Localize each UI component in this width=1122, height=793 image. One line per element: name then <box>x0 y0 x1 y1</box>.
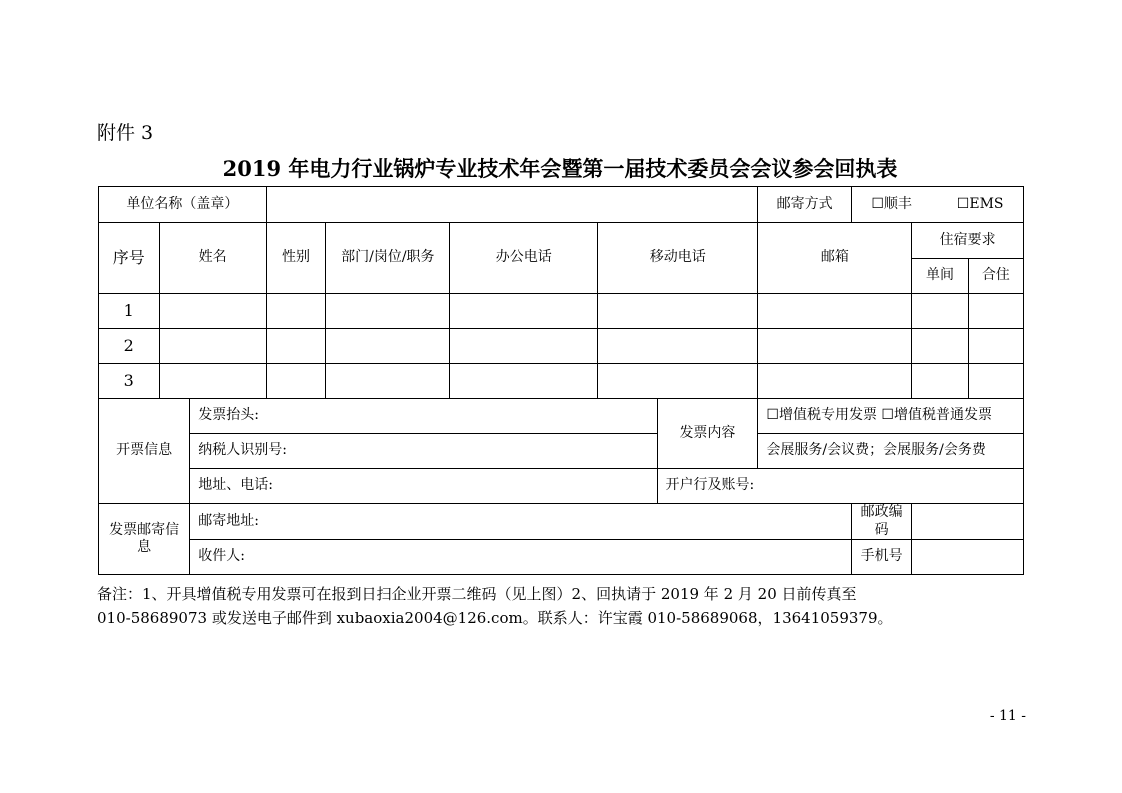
invoice-content-label: 发票内容 <box>657 399 758 469</box>
cell-dept[interactable] <box>326 364 450 399</box>
cell-email[interactable] <box>758 329 912 364</box>
invoice-row-2 <box>99 434 1024 469</box>
invoice-type-options[interactable]: ☐增值税专用发票 ☐增值税普通发票 <box>758 399 1024 434</box>
invoice-row-3 <box>99 469 1024 504</box>
cell-name[interactable] <box>159 364 266 399</box>
cell-single-room[interactable] <box>912 294 968 329</box>
invoice-row-1 <box>99 399 1024 434</box>
mailing-address-field[interactable]: 邮寄地址: <box>190 504 852 540</box>
mail-option-sf[interactable]: ☐顺丰 <box>871 195 912 212</box>
mail-method-label: 邮寄方式 <box>758 187 851 223</box>
mailing-row-1 <box>99 504 1024 540</box>
cell-gender[interactable] <box>266 364 325 399</box>
unit-label: 单位名称（盖章） <box>99 187 267 223</box>
cell-single-room[interactable] <box>912 364 968 399</box>
unit-input[interactable] <box>266 187 758 223</box>
header-row-1 <box>99 223 1024 259</box>
row-seq: 1 <box>99 294 160 329</box>
cell-office-phone[interactable] <box>450 329 598 364</box>
cell-dept[interactable] <box>326 294 450 329</box>
cell-email[interactable] <box>758 294 912 329</box>
invoice-section-label: 开票信息 <box>99 399 190 504</box>
header-name: 姓名 <box>159 223 266 294</box>
table-row <box>99 364 1024 399</box>
mail-method-options <box>851 187 1023 223</box>
recipient-field[interactable]: 收件人: <box>190 540 852 575</box>
header-gender: 性别 <box>266 223 325 294</box>
mailing-section-label: 发票邮寄信息 <box>99 504 190 575</box>
row-seq: 3 <box>99 364 160 399</box>
cell-gender[interactable] <box>266 294 325 329</box>
postcode-label: 邮政编码 <box>851 504 912 540</box>
header-lodging: 住宿要求 <box>912 223 1024 259</box>
header-single-room: 单间 <box>912 259 968 294</box>
table-row <box>99 294 1024 329</box>
attachment-label: 附件 3 <box>97 122 154 144</box>
mobile-label: 手机号 <box>851 540 912 575</box>
remark-note <box>97 582 1027 630</box>
invoice-address-field[interactable]: 地址、电话: <box>190 469 657 504</box>
registration-form-table <box>98 186 1024 575</box>
table-row <box>99 329 1024 364</box>
header-email: 邮箱 <box>758 223 912 294</box>
remark-line-2: 010-58689073 或发送电子邮件到 xubaoxia2004@126.com。联系人：许宝霞 010-58689068，13641059379。 <box>97 609 893 627</box>
header-dept: 部门/岗位/职务 <box>326 223 450 294</box>
cell-shared-room[interactable] <box>968 329 1023 364</box>
invoice-bank-field[interactable]: 开户行及账号: <box>657 469 1024 504</box>
postcode-input[interactable] <box>912 504 1024 540</box>
cell-office-phone[interactable] <box>450 364 598 399</box>
remark-line-1: 备注：1、开具增值税专用发票可在报到日扫企业开票二维码（见上图）2、回执请于 2019 年 2 月 20 日前传真至 <box>97 585 857 603</box>
header-mobile: 移动电话 <box>598 223 758 294</box>
form-title: 2019 年电力行业锅炉专业技术年会暨第一届技术委员会会议参会回执表 <box>222 156 898 181</box>
page-number: - 11 - <box>989 708 1026 724</box>
cell-office-phone[interactable] <box>450 294 598 329</box>
cell-name[interactable] <box>159 294 266 329</box>
unit-row <box>99 187 1024 223</box>
cell-mobile[interactable] <box>598 329 758 364</box>
cell-name[interactable] <box>159 329 266 364</box>
cell-shared-room[interactable] <box>968 364 1023 399</box>
cell-mobile[interactable] <box>598 364 758 399</box>
invoice-title-field[interactable]: 发票抬头: <box>190 399 657 434</box>
header-seq: 序号 <box>99 223 160 294</box>
cell-mobile[interactable] <box>598 294 758 329</box>
cell-gender[interactable] <box>266 329 325 364</box>
header-shared-room: 合住 <box>968 259 1023 294</box>
header-office-phone: 办公电话 <box>450 223 598 294</box>
invoice-taxid-field[interactable]: 纳税人识别号: <box>190 434 657 469</box>
cell-email[interactable] <box>758 364 912 399</box>
cell-dept[interactable] <box>326 329 450 364</box>
mobile-input[interactable] <box>912 540 1024 575</box>
mailing-row-2 <box>99 540 1024 575</box>
row-seq: 2 <box>99 329 160 364</box>
cell-single-room[interactable] <box>912 329 968 364</box>
mail-option-ems[interactable]: ☐EMS <box>956 195 1004 212</box>
cell-shared-room[interactable] <box>968 294 1023 329</box>
invoice-content-options[interactable]: 会展服务/会议费；会展服务/会务费 <box>758 434 1024 469</box>
